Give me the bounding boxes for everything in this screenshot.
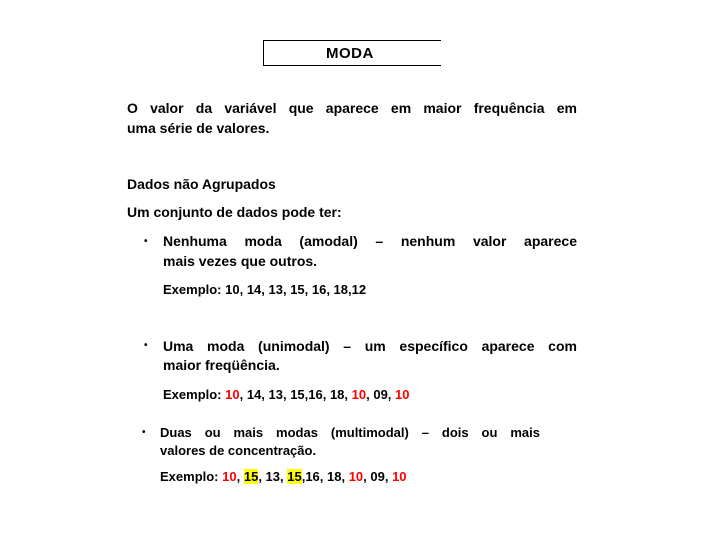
- value-text: , 09,: [366, 387, 396, 402]
- item-3-word: ou: [481, 425, 498, 440]
- item-3-word: dois: [441, 425, 469, 440]
- item-2-word: com: [548, 338, 577, 354]
- item-2-line-2: maior freqüência.: [163, 357, 280, 373]
- section-heading: Dados não Agrupados: [127, 176, 276, 192]
- definition-word: O: [127, 100, 138, 116]
- item-1-word: (amodal): [299, 233, 358, 249]
- bullet-icon: •: [144, 236, 148, 247]
- item-3-example: [160, 469, 407, 484]
- item-1-line-1: [163, 233, 577, 249]
- item-2-word: um: [364, 338, 386, 354]
- definition-word: frequência: [473, 100, 545, 116]
- item-2-word: (unimodal): [258, 338, 330, 354]
- item-2-word: –: [343, 338, 352, 354]
- section-intro: Um conjunto de dados pode ter:: [127, 204, 342, 220]
- item-1-line-2: mais vezes que outros.: [163, 253, 318, 269]
- definition-word: valor: [150, 100, 184, 116]
- example-values: 10, 14, 13, 15, 16, 18,12: [225, 282, 367, 297]
- item-2-word: moda: [207, 338, 245, 354]
- bullet-icon: •: [142, 427, 146, 438]
- page-title: MODA: [326, 45, 374, 62]
- item-2-line-1: [163, 338, 577, 354]
- example-values: [222, 469, 406, 484]
- item-1-word: aparece: [524, 233, 577, 249]
- mode-value: 10: [392, 469, 407, 484]
- definition-word: maior: [423, 100, 462, 116]
- definition-word: aparece: [325, 100, 379, 116]
- item-2-word: específico: [399, 338, 468, 354]
- definition-line-1: [127, 100, 577, 116]
- item-2-example: [163, 387, 410, 402]
- item-1-word: –: [375, 233, 384, 249]
- mode-value: 10: [225, 387, 240, 402]
- definition-word: que: [288, 100, 314, 116]
- item-1-example: [163, 282, 366, 297]
- mode-value: 10: [395, 387, 410, 402]
- example-values: [225, 387, 409, 402]
- item-2-word: Uma: [163, 338, 194, 354]
- item-3-line-1: [160, 425, 540, 440]
- mode-value: 10: [222, 469, 237, 484]
- definition-word: em: [556, 100, 577, 116]
- mode-value: 10: [348, 469, 364, 484]
- value-text: ,: [236, 469, 244, 484]
- definition-word: variável: [224, 100, 277, 116]
- mode-value: 10: [351, 387, 367, 402]
- example-label: Exemplo:: [163, 387, 222, 402]
- item-3-word: ou: [204, 425, 221, 440]
- item-1-word: moda: [244, 233, 282, 249]
- definition-word: da: [195, 100, 213, 116]
- item-3-word: modas: [276, 425, 318, 440]
- item-1-word: Nenhuma: [163, 233, 227, 249]
- definition-word: em: [390, 100, 412, 116]
- item-3-line-2: valores de concentração.: [160, 443, 317, 458]
- item-3-word: Duas: [160, 425, 192, 440]
- definition-line-2: uma série de valores.: [127, 120, 270, 136]
- value-text: ,16, 18,: [301, 469, 349, 484]
- item-2-word: aparece: [481, 338, 535, 354]
- example-label: Exemplo:: [163, 282, 222, 297]
- item-1-word: valor: [472, 233, 507, 249]
- highlighted-value: 15: [287, 469, 302, 484]
- title-box: [263, 40, 441, 66]
- value-text: , 13,: [258, 469, 288, 484]
- item-3-word: mais: [510, 425, 540, 440]
- bullet-icon: •: [144, 340, 148, 351]
- item-3-word: mais: [233, 425, 264, 440]
- value-text: , 09,: [363, 469, 393, 484]
- value-text: , 14, 13, 15,16, 18,: [239, 387, 352, 402]
- example-label: Exemplo:: [160, 469, 219, 484]
- item-3-word: (multimodal): [330, 425, 409, 440]
- highlighted-value: 15: [243, 469, 259, 484]
- item-3-word: –: [421, 425, 429, 440]
- item-1-word: nenhum: [400, 233, 456, 249]
